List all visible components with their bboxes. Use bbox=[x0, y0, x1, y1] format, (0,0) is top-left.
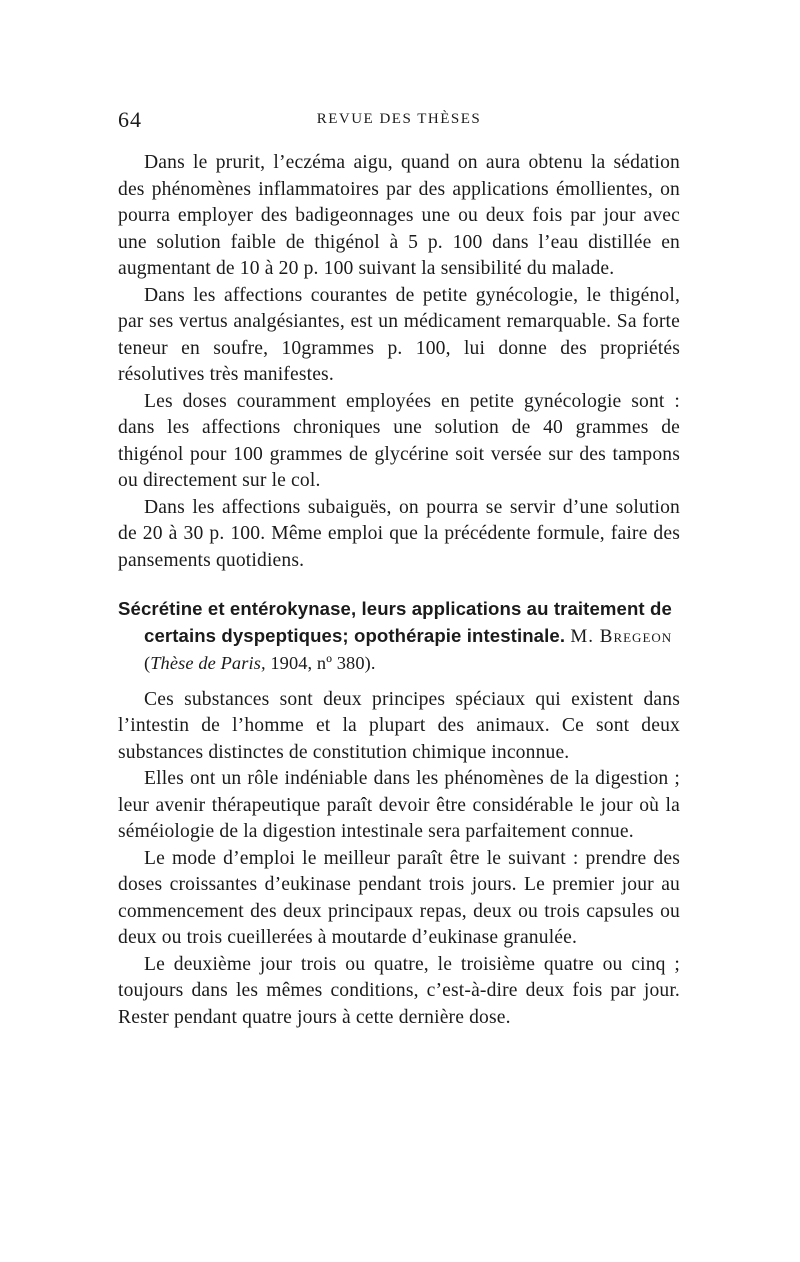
section-source bbox=[144, 653, 376, 673]
section-author: M. Bregeon bbox=[570, 625, 673, 647]
running-title: REVUE DES THÈSES bbox=[316, 111, 482, 127]
section-heading bbox=[118, 596, 680, 677]
paragraph-mode-emploi: Le mode d’emploi le meilleur paraît être le suivant : prendre des doses croissantes d’eukinase pendant trois jours. Le premier jour au commencement des deux principaux repas, deux ou trois capsules ou deux ou trois cueillerées à moutarde d’eukinase granulée. bbox=[118, 847, 680, 948]
paragraph-doses: Les doses couramment employées en petite gynécologie sont : dans les affections chroniques une solution de 40 grammes de thigénol pour 100 grammes de glycérine soit versée sur des tampons ou directement sur le col. bbox=[118, 390, 680, 491]
source-open: ( bbox=[144, 653, 151, 673]
paragraph-substances: Ces substances sont deux principes spéciaux qui existent dans l’intestin de l’homme et la plupart des animaux. Ce sont deux substances distinctes de constitution chimique inconnue. bbox=[118, 688, 680, 763]
paragraph-subaigues: Dans les affections subaiguës, on pourra se servir d’une solution de 20 à 30 p. 100. Même emploi que la précédente formule, faire des pansements quotidiens. bbox=[118, 496, 680, 571]
source-rest: 1904, nº 380). bbox=[265, 653, 376, 673]
page-number: 64 bbox=[118, 107, 142, 132]
section-title: Sécrétine et entérokynase, leurs applications au traitement de certains dyspeptiques; opothérapie intestinale. bbox=[118, 598, 672, 646]
paragraph-prurit: Dans le prurit, l’eczéma aigu, quand on aura obtenu la sédation des phénomènes inflammatoires par des applications émollientes, on pourra employer des badigeonnages une ou deux fois par jour avec une solution faible de thigénol à 5 p. 100 dans l’eau distillée en augmentant de 10 à 20 p. 100 suivant la sensibilité du malade. bbox=[118, 152, 680, 279]
paragraph-gynecologie: Dans les affections courantes de petite gynécologie, le thigénol, par ses vertus analgésiantes, est un médicament remarquable. Sa forte teneur en soufre, 10grammes p. 100, lui donne des propriétés résolutives très manifestes. bbox=[118, 284, 680, 385]
section-gap bbox=[118, 677, 680, 687]
page-header bbox=[118, 107, 680, 137]
paragraph-deuxieme-jour: Le deuxième jour trois ou quatre, le troisième quatre ou cinq ; toujours dans les mêmes conditions, c’est-à-dire deux fois par jour. Rester pendant quatre jours à cette dernière dose. bbox=[118, 953, 680, 1028]
paragraph-role: Elles ont un rôle indéniable dans les phénomènes de la digestion ; leur avenir thérapeutique paraît devoir être considérable le jour où la séméiologie de la digestion intestinale sera parfaitement connue. bbox=[118, 768, 680, 842]
source-italic: Thèse de Paris, bbox=[150, 653, 266, 673]
page-body bbox=[118, 150, 680, 1031]
